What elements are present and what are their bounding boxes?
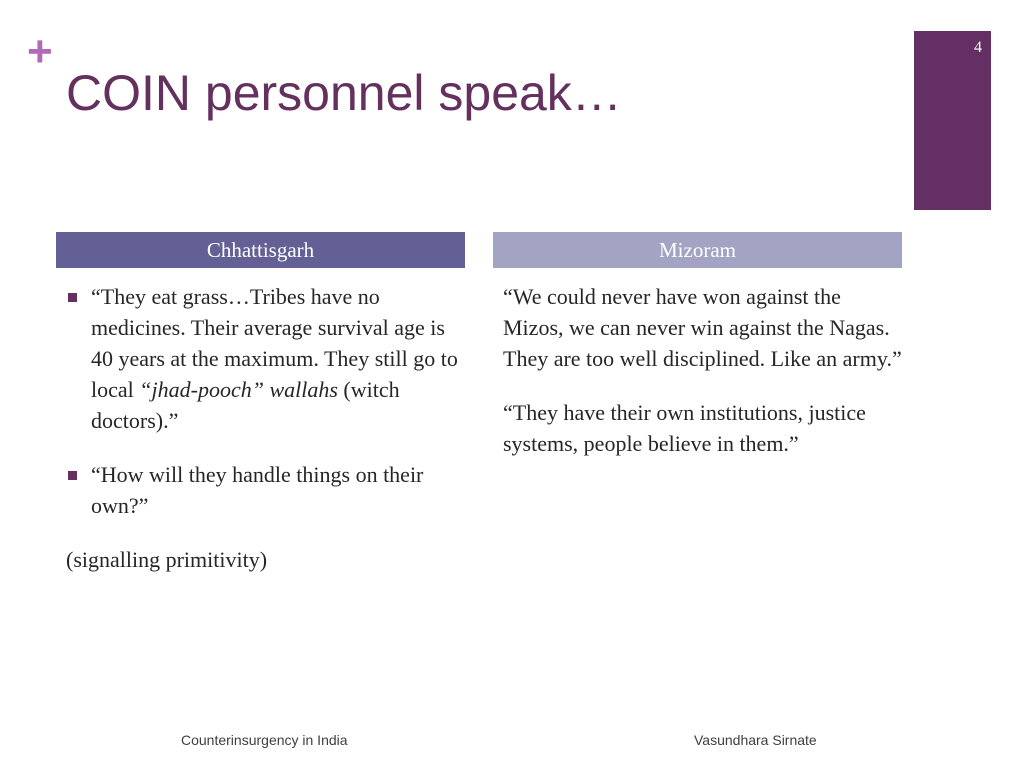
note-text: (signalling primitivity)	[66, 547, 268, 572]
footer-right: Vasundhara Sirnate	[694, 732, 817, 748]
quote-text: “How will they handle things on their own?”	[91, 462, 424, 518]
quote-text: “They eat grass…Tribes have no medicines. Their average survival age is 40 years at the maximum. They still go to local	[91, 284, 458, 402]
quote-bullet	[66, 281, 466, 436]
quote-bullet	[66, 459, 466, 521]
quote-paragraph: “We could never have won against the Mizos, we can never win against the Nagas. They are too well disciplined. Like an army.”	[503, 284, 902, 371]
mizoram-column	[503, 281, 903, 482]
column-header-chhattisgarh: Chhattisgarh	[56, 232, 465, 268]
quote-italic-text: “jhad-pooch” wallahs	[139, 377, 338, 402]
plus-icon: +	[27, 27, 53, 76]
quote-text: (witch doctors).”	[91, 377, 400, 433]
corner-tab	[914, 31, 991, 210]
quote-paragraph: “They have their own institutions, justice systems, people believe in them.”	[503, 400, 866, 456]
page-number: 4	[974, 39, 982, 56]
column-header-mizoram: Mizoram	[493, 232, 902, 268]
footer-left: Counterinsurgency in India	[181, 732, 348, 748]
chhattisgarh-column	[66, 281, 466, 575]
slide-title: COIN personnel speak…	[66, 65, 622, 121]
